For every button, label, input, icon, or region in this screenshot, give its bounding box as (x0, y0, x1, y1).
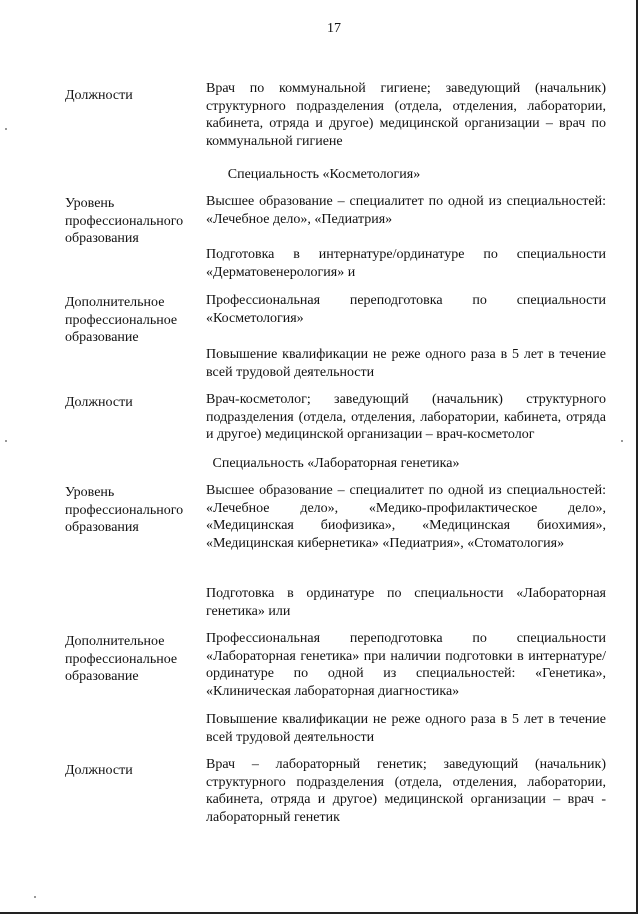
positions-label: Должности (65, 763, 133, 778)
positions-text: Врач – лабораторный генетик; заведующий (начальник) структурного подразделения (отдела, отделения, лаборатории, кабинета, отряда и другое) медицинской организации – врач - лабораторный генетик (206, 757, 606, 825)
education-level-text: Высшее образование – специалитет по одной из специальностей: «Лечебное дело», «Медико-профилактическое дело», «Медицинская биофизика», «Медицинская биохимия», «Медицинская кибернетика» «Педиатрия», «Стоматология» (206, 483, 606, 551)
qualification-text: Повышение квалификации не реже одного раза в 5 лет в течение всей трудовой деятельности (206, 347, 606, 380)
qualification-text: Повышение квалификации не реже одного раза в 5 лет в течение всей трудовой деятельности (206, 712, 606, 745)
specialty-heading: Специальность «Лабораторная генетика» (212, 456, 460, 471)
education-level-label: Уровень профессионального образования (65, 485, 184, 535)
education-level-label: Уровень профессионального образования (65, 196, 184, 246)
retraining-text: Профессиональная переподготовка по специальности «Косметология» (206, 293, 606, 326)
positions-label: Должности (65, 88, 133, 103)
positions-text: Врач по коммунальной гигиене; заведующий (начальник) структурного подразделения (отдела, отделения, лаборатории, кабинета, отряда и другое) медицинской организации – врач по коммунальной гигиене (206, 81, 606, 149)
additional-education-label: Дополнительное профессиональное образование (65, 295, 178, 345)
positions-text: Врач-косметолог; заведующий (начальник) структурного подразделения (отдела, отделения, лаборатории, кабинета, отряда и другое) медицинской организации – врач-косметолог (206, 392, 606, 442)
scan-speck (5, 440, 7, 442)
scan-speck (621, 440, 623, 442)
training-text: Подготовка в интернатуре/ординатуре по специальности «Дерматовенерология» и (206, 247, 606, 280)
positions-label: Должности (65, 395, 133, 410)
education-level-text: Высшее образование – специалитет по одной из специальностей: «Лечебное дело», «Педиатрия» (206, 194, 606, 227)
specialty-heading: Специальность «Косметология» (227, 167, 421, 182)
scan-speck (5, 128, 7, 130)
retraining-text: Профессиональная переподготовка по специальности «Лабораторная генетика» при наличии подготовки в интернатуре/ординатуре по одной из специальностей: «Генетика», «Клиническая лабораторная диагностика» (206, 631, 606, 699)
scan-speck (34, 896, 36, 898)
page-number: 17 (327, 21, 341, 36)
additional-education-label: Дополнительное профессиональное образование (65, 634, 178, 684)
training-text: Подготовка в ординатуре по специальности «Лабораторная генетика» или (206, 586, 606, 619)
